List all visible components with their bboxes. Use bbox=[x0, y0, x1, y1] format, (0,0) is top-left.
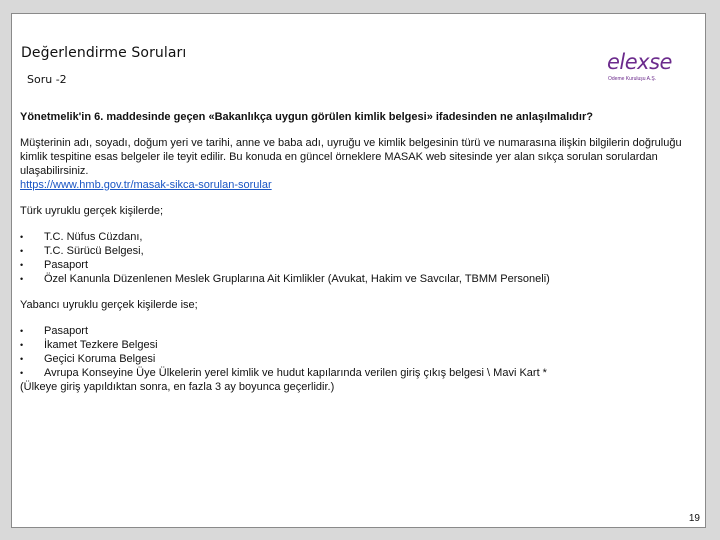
list-item bbox=[20, 272, 690, 286]
list-item bbox=[20, 324, 690, 338]
list-item-text: Pasaport bbox=[44, 259, 89, 271]
logo-wordmark: elexse bbox=[607, 50, 672, 74]
turkish-id-list bbox=[20, 230, 690, 286]
content-body bbox=[20, 110, 690, 394]
bullet-icon: • bbox=[20, 232, 24, 242]
question-text: Yönetmelik'in 6. maddesinde geçen «Bakanlıkça uygun görülen kimlik belgesi» ifadesinden ne anlaşılmalıdır? bbox=[20, 111, 593, 123]
list-item-text: Geçici Koruma Belgesi bbox=[44, 353, 156, 365]
question-number: Soru -2 bbox=[27, 73, 67, 86]
list-item-text: Özel Kanunla Düzenlenen Meslek Gruplarına Ait Kimlikler (Avukat, Hakim ve Savcılar, TBMM Personeli) bbox=[44, 273, 550, 285]
list-item bbox=[20, 244, 690, 258]
list-item-text: T.C. Nüfus Cüzdanı, bbox=[44, 231, 143, 243]
bullet-icon: • bbox=[20, 246, 24, 256]
list-item-text: T.C. Sürücü Belgesi, bbox=[44, 245, 144, 257]
bullet-icon: • bbox=[20, 354, 24, 364]
list-item bbox=[20, 338, 690, 352]
masak-faq-link[interactable]: https://www.hmb.gov.tr/masak-sikca-sorulan-sorular bbox=[20, 179, 272, 191]
logo-tagline: Ödeme Kuruluşu A.Ş. bbox=[608, 76, 657, 82]
bullet-icon: • bbox=[20, 260, 24, 270]
list-item-text: İkamet Tezkere Belgesi bbox=[44, 339, 158, 351]
list-item bbox=[20, 258, 690, 272]
link-line bbox=[20, 178, 690, 192]
turkish-section-label: Türk uyruklu gerçek kişilerde; bbox=[20, 205, 164, 217]
brand-logo bbox=[607, 50, 687, 90]
bullet-icon: • bbox=[20, 326, 24, 336]
list-item-text: Pasaport bbox=[44, 325, 89, 337]
foreign-section-label: Yabancı uyruklu gerçek kişilerde ise; bbox=[20, 299, 198, 311]
list-item bbox=[20, 230, 690, 244]
page-title: Değerlendirme Soruları bbox=[21, 45, 187, 61]
validity-footnote: (Ülkeye giriş yapıldıktan sonra, en fazla 3 ay boyunca geçerlidir.) bbox=[20, 381, 335, 393]
bullet-icon: • bbox=[20, 368, 24, 378]
page-number: 19 bbox=[688, 513, 700, 524]
list-item bbox=[20, 352, 690, 366]
slide bbox=[11, 13, 706, 528]
answer-paragraph: Müşterinin adı, soyadı, doğum yeri ve tarihi, anne ve baba adı, uyruğu ve kimlik belgesinin türü ve numarasına ilişkin bilgilerin doğruluğu kimlik tespitine esas belgeler ile teyit edilir. Bu konuda en güncel örneklere MASAK web sitesinde yer alan sıkça sorulan sorulardan ulaşabilirsiniz. bbox=[20, 137, 682, 177]
foreign-id-list bbox=[20, 324, 690, 380]
bullet-icon: • bbox=[20, 340, 24, 350]
list-item bbox=[20, 366, 690, 380]
bullet-icon: • bbox=[20, 274, 24, 284]
list-item-text: Avrupa Konseyine Üye Ülkelerin yerel kimlik ve hudut kapılarında verilen giriş çıkış belgesi \ Mavi Kart * bbox=[44, 367, 547, 379]
